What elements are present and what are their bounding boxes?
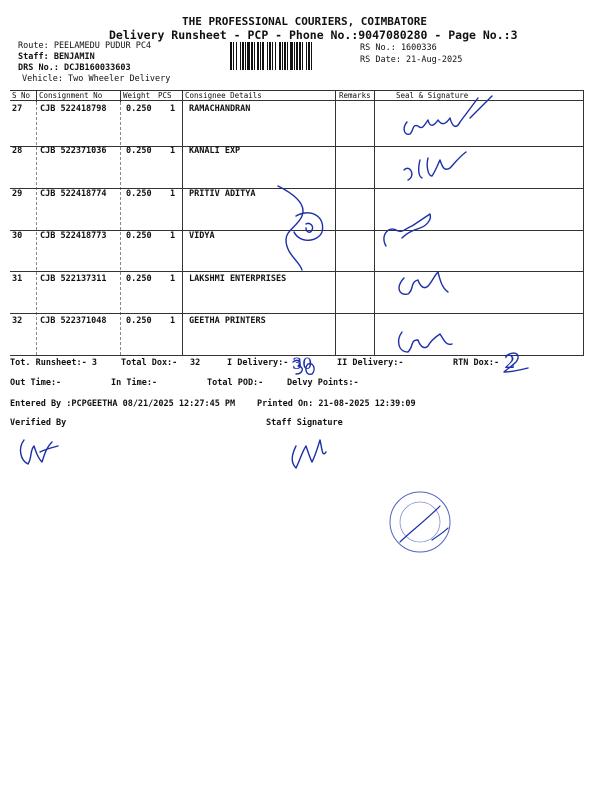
header-weight: Weight: [123, 91, 151, 100]
row-consignment: CJB 522418798: [40, 104, 107, 114]
seal-stamp: [390, 492, 450, 552]
stamp-loop: [278, 186, 323, 270]
vehicle-label: Vehicle: Two Wheeler Delivery: [22, 74, 171, 84]
row-consignment: CJB 522418774: [40, 189, 107, 199]
runsheet-title: Delivery Runsheet - PCP - Phone No.:9047080280 - Page No.:3: [109, 28, 518, 42]
header-consignment: Consignment No: [39, 91, 103, 100]
signature-row-30: [384, 214, 430, 246]
out-time: Out Time:-: [10, 378, 62, 388]
row-consignee: GEETHA PRINTERS: [189, 316, 266, 326]
rs-number: RS No.: 1600336: [360, 43, 437, 53]
i-delivery-hand-value: 30: [292, 354, 313, 373]
row-consignee: VIDYA: [189, 231, 215, 241]
total-dox-label: Total Dox:-: [121, 358, 178, 368]
signature-row-31: [399, 272, 448, 294]
row-consignment: CJB 522371048: [40, 316, 107, 326]
row-weight: 0.250: [126, 316, 152, 326]
total-dox-value: 32: [190, 358, 201, 368]
row-weight: 0.250: [126, 231, 152, 241]
total-pod: Total POD:-: [207, 378, 264, 388]
row-consignment: CJB 522371036: [40, 146, 107, 156]
staff-signature-label: Staff Signature: [266, 418, 343, 428]
row-pcs: 1: [170, 231, 176, 241]
route-label: Route: PEELAMEDU PUDUR PC4: [18, 41, 152, 51]
row-sno: 32: [12, 316, 23, 326]
entered-by: Entered By :PCPGEETHA 08/21/2025 12:27:45 PM: [10, 399, 236, 409]
header-consignee: Consignee Details: [185, 91, 262, 100]
row-consignment: CJB 522418773: [40, 231, 107, 241]
ii-delivery-label: II Delivery:-: [337, 358, 404, 368]
row-pcs: 1: [170, 316, 176, 326]
header-pcs: PCS: [158, 91, 172, 100]
staff-signature: [292, 440, 326, 468]
signature-row-28: [404, 152, 466, 180]
row-consignee: LAKSHMI ENTERPRISES: [189, 274, 287, 284]
rtn-dox-label: RTN Dox:-: [453, 358, 500, 368]
row-weight: 0.250: [126, 104, 152, 114]
verified-by-label: Verified By: [10, 418, 67, 428]
row-consignee: PRITIV ADITYA: [189, 189, 256, 199]
printed-on: Printed On: 21-08-2025 12:39:09: [257, 399, 416, 409]
signature-row-27: [404, 96, 492, 134]
staff-label: Staff: BENJAMIN: [18, 52, 95, 62]
header-sno: S No: [12, 91, 31, 100]
row-pcs: 1: [170, 274, 176, 284]
row-consignee: KANALI EXP: [189, 146, 241, 156]
row-sno: 28: [12, 146, 23, 156]
row-sno: 31: [12, 274, 23, 284]
drs-number: DRS No.: DCJB160033603: [18, 63, 131, 73]
header-seal: Seal & Signature: [396, 91, 469, 100]
row-consignee: RAMACHANDRAN: [189, 104, 251, 114]
verified-signature: [21, 440, 58, 464]
delvy-points: Delvy Points:-: [287, 378, 359, 388]
row-weight: 0.250: [126, 274, 152, 284]
header-remarks: Remarks: [339, 91, 371, 100]
i-delivery-label: I Delivery:-: [227, 358, 289, 368]
row-sno: 27: [12, 104, 23, 114]
tot-runsheet: Tot. Runsheet:- 3: [10, 358, 97, 368]
row-consignment: CJB 522137311: [40, 274, 107, 284]
row-weight: 0.250: [126, 146, 152, 156]
row-pcs: 1: [170, 189, 176, 199]
company-name: THE PROFESSIONAL COURIERS, COIMBATORE: [182, 15, 428, 28]
row-pcs: 1: [170, 146, 176, 156]
rs-date: RS Date: 21-Aug-2025: [360, 55, 463, 65]
row-sno: 29: [12, 189, 23, 199]
in-time: In Time:-: [111, 378, 158, 388]
rtn-dox-hand-value: 2: [504, 352, 516, 373]
signature-row-32: [399, 332, 452, 352]
row-pcs: 1: [170, 104, 176, 114]
row-weight: 0.250: [126, 189, 152, 199]
row-sno: 30: [12, 231, 23, 241]
